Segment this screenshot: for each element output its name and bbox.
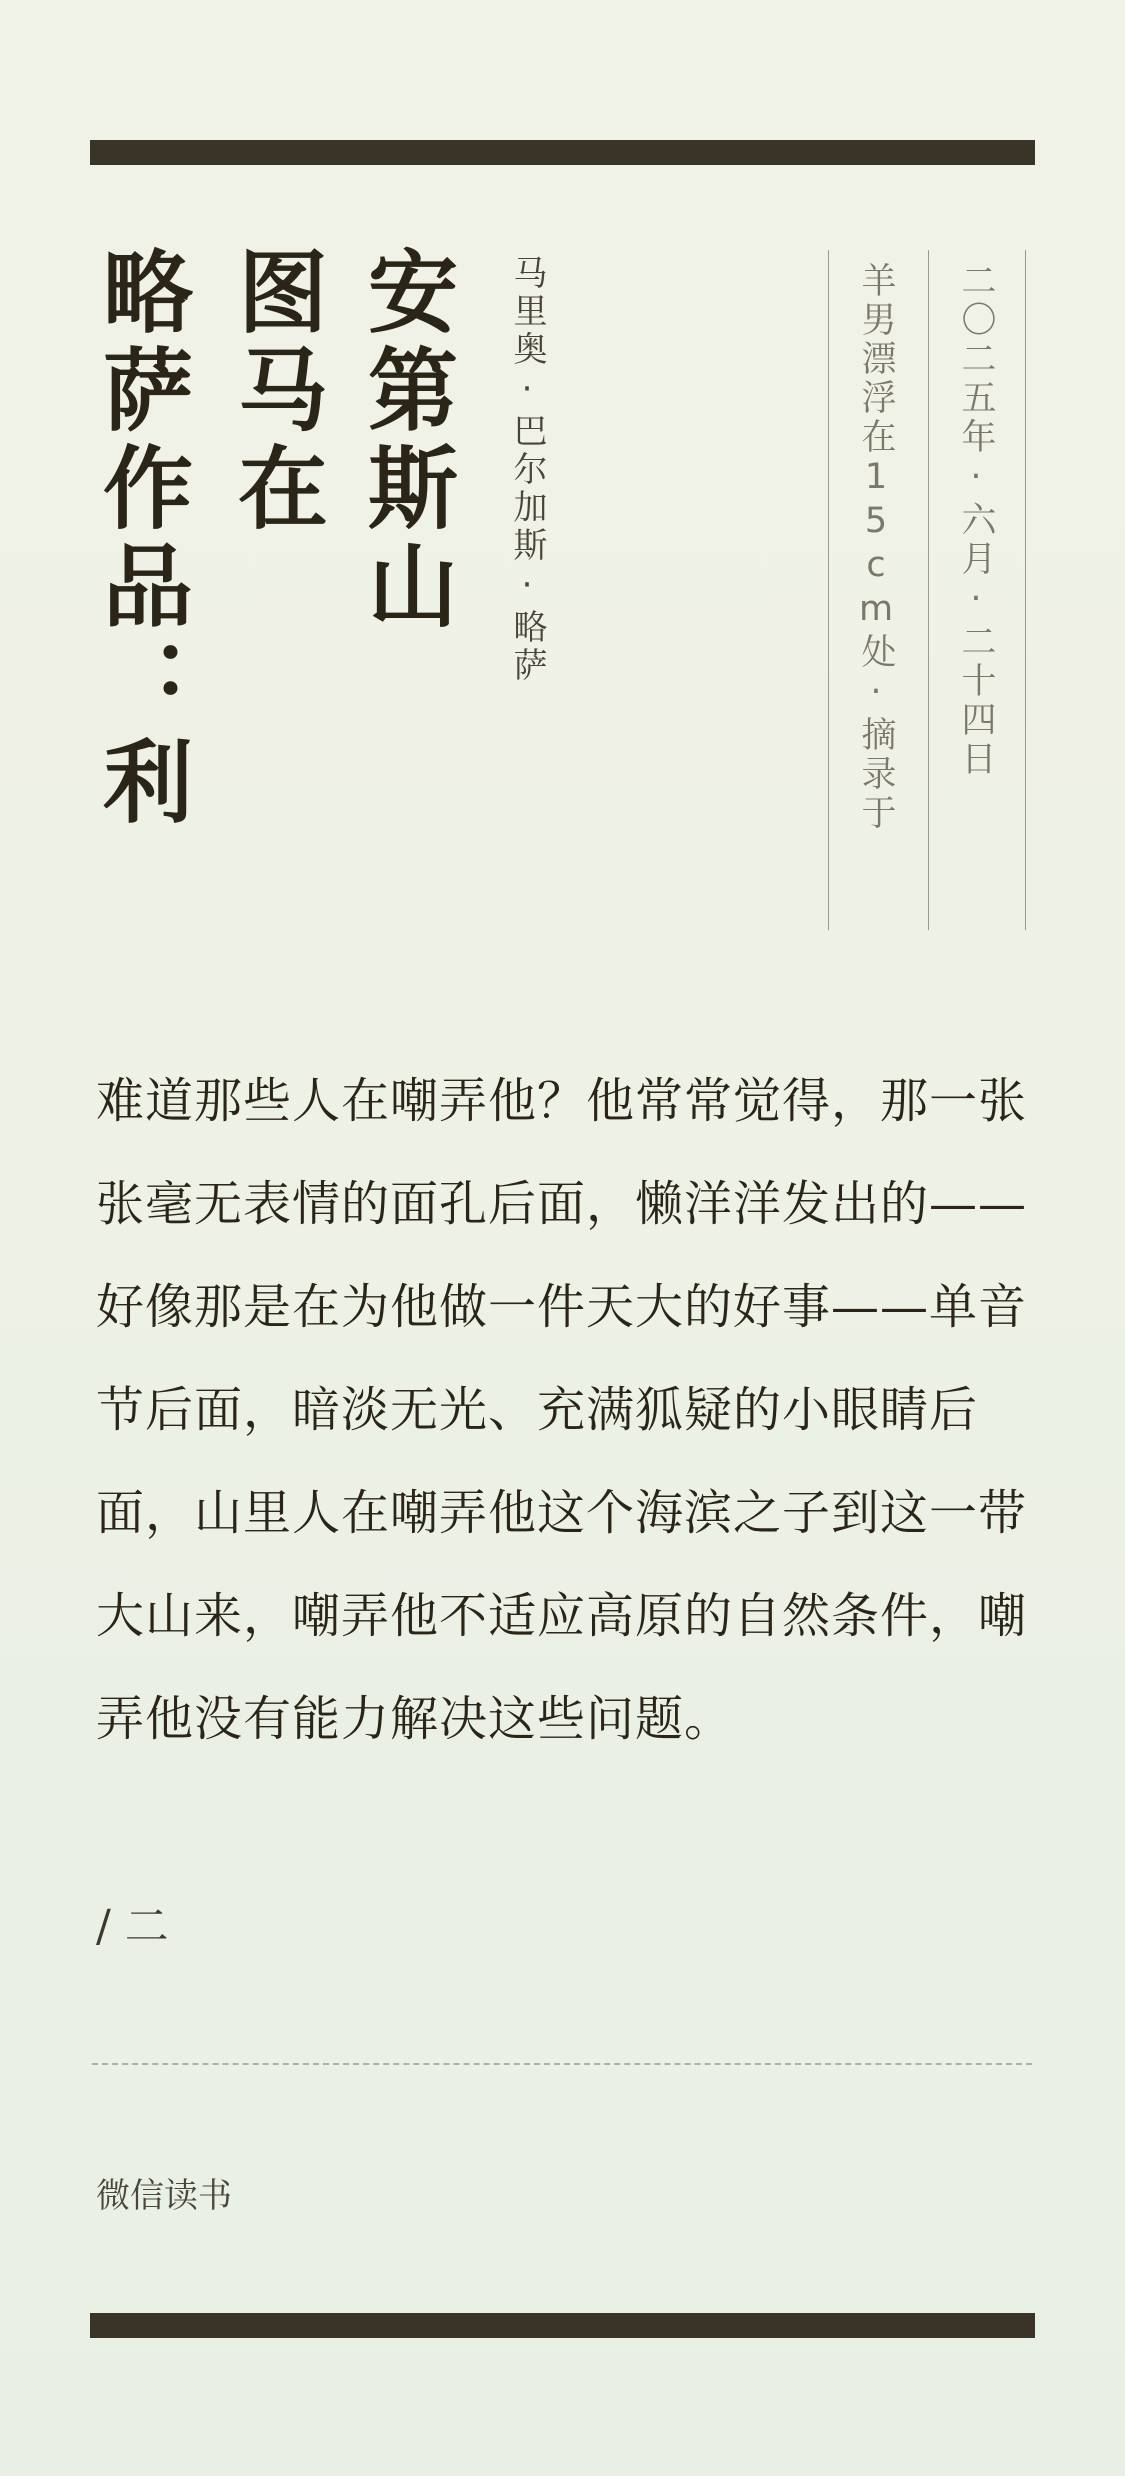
meta-divider-line — [928, 250, 929, 930]
dashed-divider — [92, 2063, 1032, 2065]
author-name: 马里奥·巴尔加斯·略萨 — [507, 255, 547, 685]
book-title-column-3: 略萨作品：利 — [87, 245, 193, 833]
excerpt-source: 羊男漂浮在15cm处·摘录于 — [856, 262, 896, 833]
excerpt-date: 二〇二五年·六月·二十四日 — [956, 262, 996, 779]
top-decorative-bar — [90, 140, 1035, 165]
meta-divider-line — [828, 250, 829, 930]
brand-label: 微信读书 — [96, 2176, 232, 2216]
excerpt-text: 难道那些人在嘲弄他？他常常觉得，那一张张毫无表情的面孔后面，懒洋洋发出的——好像那是在为他做一件天大的好事——单音节后面，暗淡无光、充满狐疑的小眼睛后面，山里人在嘲弄他这个海滨之子到这一带大山来，嘲弄他不适应高原的自然条件，嘲弄他没有能力解决这些问题。 — [96, 1073, 1028, 1747]
page-marker: / 二 — [96, 1901, 169, 1952]
bottom-decorative-bar — [90, 2313, 1035, 2338]
book-title-column-2: 图马在 — [222, 245, 328, 539]
meta-divider-line — [1025, 250, 1026, 930]
book-title-column-1: 安第斯山 — [352, 245, 458, 637]
